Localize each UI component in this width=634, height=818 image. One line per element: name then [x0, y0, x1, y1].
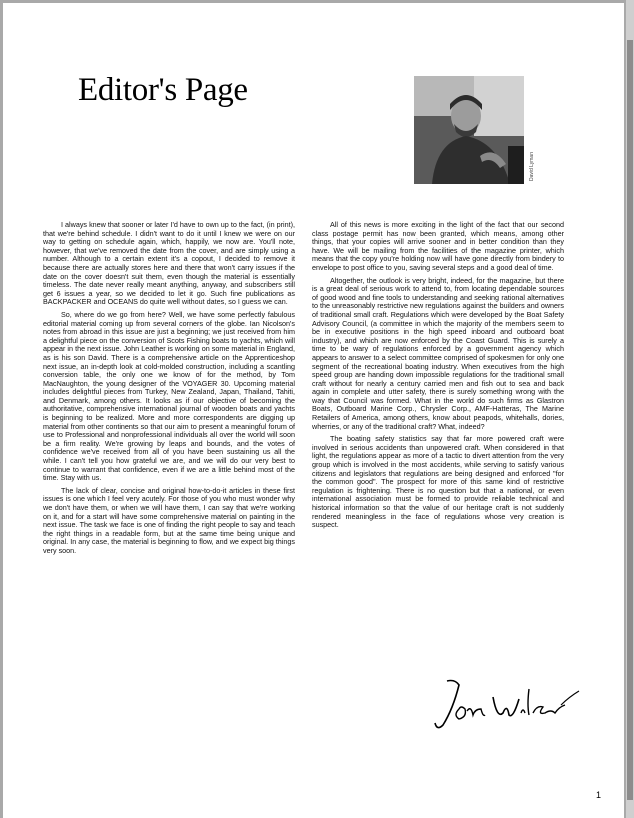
- photo-credit: David Lyman: [529, 152, 535, 181]
- left-column: [43, 221, 295, 560]
- paragraph: The lack of clear, concise and original how-to-do-it articles in these first issues is one which I feel very acutely. For those of you who must wonder why we don't have them, or when we will have them, I can say that we're working on it, and for a start will have some comprehensive material on painting in the next issue. The task we face is one of finding the right people to say and teach the right things in a readable form, but at the same time being unique and original. In any case, the material is beginning to flow, and we expect big things very soon.: [43, 485, 295, 555]
- paragraph: The boating safety statistics say that far more powered craft were involved in serious accidents than unpowered craft. When considered in that light, the regulations appear as more of a tactic to divert attention from the very group which is involved in the most accidents, while serving to satisfy various citizens and legislators that regulations are being designed and enforced "for the common good". The prospect for more of this same kind of restrictive regulation is frightening. There is no question but that a national, or even international association must be formed to provide reliable technical and historical information so that the value of our heritage craft is not suddenly rendered meaningless in the face of regulations whose very creation is suspect.: [312, 434, 564, 530]
- paragraph: I always knew that sooner or later I'd have to own up to the fact, (in print), that we're behind schedule. I didn't want to do it until I knew we were on our way to getting on schedule again, which, happily, we now are. You'll note, however, that we've removed the date from the cover, and are simply using a number. Although to a certain extent it's a copout, I decided to remove it because there are actually stores here and there that won't carry issues if the date on the cover doesn't suit them, even though the material is essentially timeless. The date never really meant anything, anyway, and subscribers still get 6 issues a year, so we decided to let it go. Such fine publications as BACKPACKER and OCEANS do quite well without dates, so I guess we can.: [43, 220, 295, 307]
- page-title: Editor's Page: [78, 72, 248, 108]
- page-number: 1: [596, 790, 602, 800]
- editor-signature: [433, 675, 583, 735]
- paragraph: So, where do we go from here? Well, we have some perfectly fabulous editorial material coming up from several corners of the globe. Ian Nicolson's notes from abroad in this issue are just a beginning; we just received from him a delightful piece on the conversion of Scots Fishing boats to yachts, which will appear in the next issue. John Leather is working on some material in England, as is his son David. There is a comprehensive article on the Apprenticeshop next issue, an in-depth look at cold-molded construction, including a scantling conversion table, the only one we know of for the method, by Tom MacNaughton, the young designer of the VOYAGER 30. Upcoming material includes delightful pieces from Turkey, New Zealand, Japan, Thailand, Tahiti, and Denmark, among others. It looks as if our objective of becoming the authoritative, comprehensive international journal of wooden boats and yachts is beginning to be realized. More and more correspondents are digging up material from other continents so that our aim to present a meaningful forum of use to Professional and nonprofessional individuals all over the world will soon be a firm reality. We're growing by leaps and bounds, and the votes of confidence we've received from all of you have been sustaining us all the while. I can't tell you how grateful we are, and we will do our very best to continue to warrant that confidence, even if we are a little behind most of the time. Stay with us.: [43, 309, 295, 483]
- editor-photo: [414, 76, 524, 184]
- editor-portrait-image: [414, 76, 524, 184]
- paragraph: Altogether, the outlook is very bright, indeed, for the magazine, but there is a great deal of serious work to attend to, from locating dependable sources of good wood and fine tools to understanding and seeking rational alternatives to the unreasonably restrictive new regulations against the builders and owners of traditional small craft. Regulations which were developed by the Boat Safety Advisory Council, (a committee in which the majority of the members seem to be in executive positions in the high speed inboard and outboard boat industry), and which are now enforced by the Coast Guard. This is surely a time to be wary of regulations enforced by a government agency which appears to answer to a select committee comprised of spokesmen for only one segment of the recreational boating industry. When executives from the high speed group are handing down impossible regulations for the traditional small craft without for nearly a century carried men and fish out to sea and back again in complete and utter safety, there is surely something wrong with the way that Council was formed. What in the world do such firms as Glastron Boats, Outboard Marine Corp., Chrysler Corp., AMF-Hatteras, The Marine Retailers of America, among others, know about peapods, whitehalls, dories, wherries, or any of the traditional craft? What, indeed?: [312, 275, 564, 431]
- right-column: [312, 221, 564, 534]
- document-page: [3, 3, 624, 818]
- scrollbar-thumb[interactable]: [627, 40, 633, 800]
- paragraph: All of this news is more exciting in the light of the fact that our second class postage permit has now been granted, which means, among other things, that your copies will arrive sooner and in better condition than they have. We will be mailing from the facilities of the magazine printer, which means that the copy you're holding now will have gone directly from bindery to envelope to post office to you, saving several steps and a good deal of time.: [312, 220, 564, 272]
